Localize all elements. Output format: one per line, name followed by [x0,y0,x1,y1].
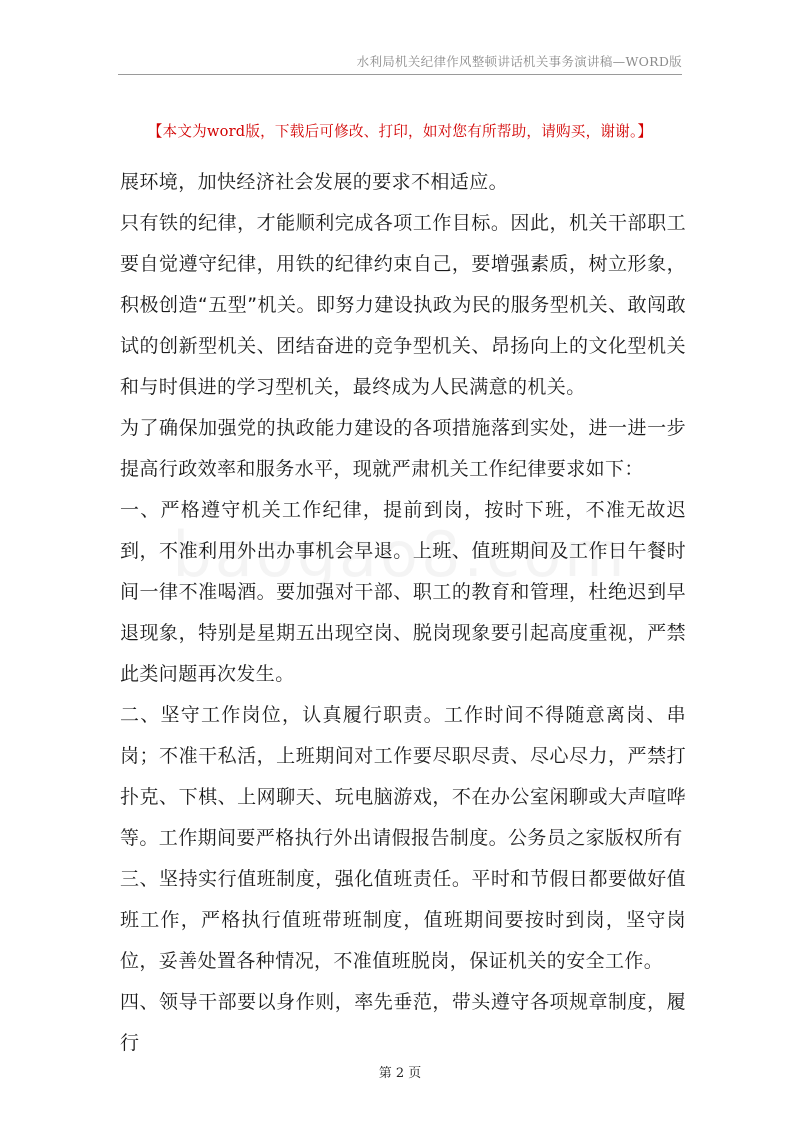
page-number: 第 2 页 [378,1066,422,1081]
paragraph: 为了确保加强党的执政能力建设的各项措施落到实处，进一进一步提高行政效率和服务水平，现就严肃机关工作纪律要求如下： [120,417,686,480]
paragraph: 一、严格遵守机关工作纪律，提前到岗，按时下班，不准无故迟到，不准利用外出办事机会早退。上班、值班期间及工作日午餐时间一律不准喝酒。要加强对干部、职工的教育和管理，杜绝迟到早退现象，特别是星期五出现空岗、脱岗现象要引起高度重视，严禁此类问题再次发生。 [120,499,686,685]
download-notice: 【本文为word版，下载后可修改、打印，如对您有所帮助，请购买，谢谢。】 [147,123,653,140]
paragraph: 二、坚守工作岗位，认真履行职责。工作时间不得随意离岗、串岗；不准干私活，上班期间对工作要尽职尽责、尽心尽力，严禁打扑克、下棋、上网聊天、玩电脑游戏，不在办公室闲聊或大声喧哗等。工作期间要严格执行外出请假报告制度。公务员之家版权所有 [120,704,686,849]
paragraph: 三、坚持实行值班制度，强化值班责任。平时和节假日都要做好值班工作，严格执行值班带班制度，值班期间要按时到岗，坚守岗位，妥善处置各种情况，不准值班脱岗，保证机关的安全工作。 [120,868,686,972]
header-rule [118,74,682,75]
paragraph: 只有铁的纪律，才能顺利完成各项工作目标。因此，机关干部职工要自觉遵守纪律，用铁的纪律约束自己，要增强素质，树立形象，积极创造“五型”机关。即努力建设执政为民的服务型机关、敢闯敢试的创新型机关、团结奋进的竞争型机关、昂扬向上的文化型机关和与时俱进的学习型机关，最终成为人民满意的机关。 [120,212,686,398]
running-header: 水利局机关纪律作风整顿讲话机关事务演讲稿—WORD版 [356,54,682,69]
document-body [120,162,686,1064]
paragraph: 四、领导干部要以身作则，率先垂范，带头遵守各项规章制度，履行 [120,991,686,1054]
paragraph: 展环境，加快经济社会发展的要求不相适应。 [120,171,509,193]
